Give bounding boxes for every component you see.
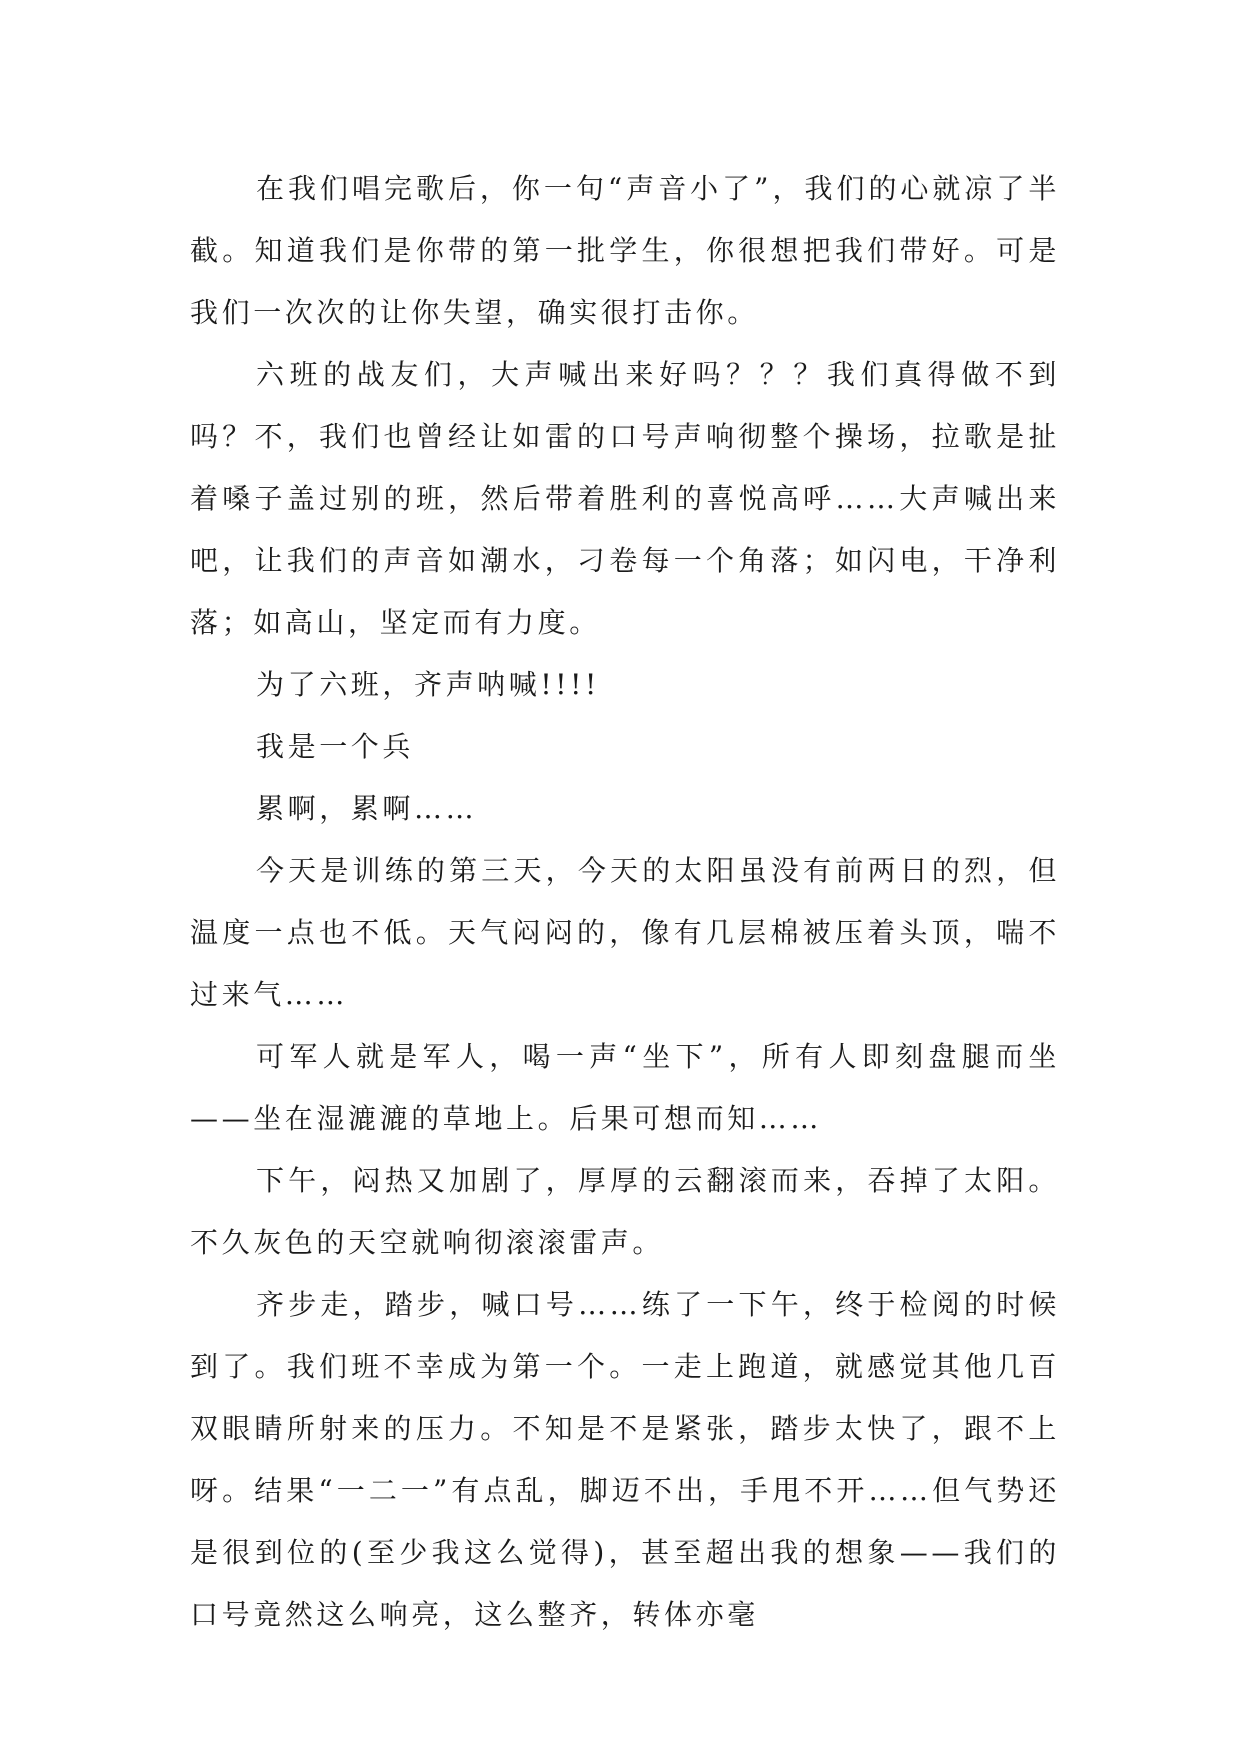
section-heading: 我是一个兵 — [256, 730, 415, 763]
paragraph-6: 今天是训练的第三天，今天的太阳虽没有前两日的烈，但温度一点也不低。天气闷闷的，像有几层棉被压着头顶，喘不过来气…… — [190, 854, 1060, 1011]
document-body — [190, 158, 1060, 1646]
paragraph-7: 可军人就是军人，喝一声“坐下”，所有人即刻盘腿而坐——坐在湿漉漉的草地上。后果可想而知…… — [190, 1040, 1060, 1135]
paragraph-1: 在我们唱完歌后，你一句“声音小了”，我们的心就凉了半截。知道我们是你带的第一批学生，你很想把我们带好。可是我们一次次的让你失望，确实很打击你。 — [190, 172, 1060, 329]
paragraph-8: 下午，闷热又加剧了，厚厚的云翻滚而来，吞掉了太阳。不久灰色的天空就响彻滚滚雷声。 — [190, 1164, 1060, 1259]
paragraph-3: 为了六班，齐声呐喊!!!! — [256, 668, 600, 701]
paragraph-2: 六班的战友们，大声喊出来好吗？？？我们真得做不到吗？不，我们也曾经让如雷的口号声响彻整个操场，拉歌是扯着嗓子盖过别的班，然后带着胜利的喜悦高呼……大声喊出来吧，让我们的声音如潮水，刁卷每一个角落；如闪电，干净利落；如高山，坚定而有力度。 — [190, 358, 1060, 639]
paragraph-9: 齐步走，踏步，喊口号……练了一下午，终于检阅的时候到了。我们班不幸成为第一个。一走上跑道，就感觉其他几百双眼睛所射来的压力。不知是不是紧张，踏步太快了，跟不上呀。结果“一二一”有点乱，脚迈不出，手甩不开……但气势还是很到位的(至少我这么觉得)，甚至超出我的想象——我们的口号竟然这么响亮，这么整齐，转体亦毫 — [190, 1288, 1060, 1631]
paragraph-5: 累啊，累啊…… — [256, 792, 478, 825]
